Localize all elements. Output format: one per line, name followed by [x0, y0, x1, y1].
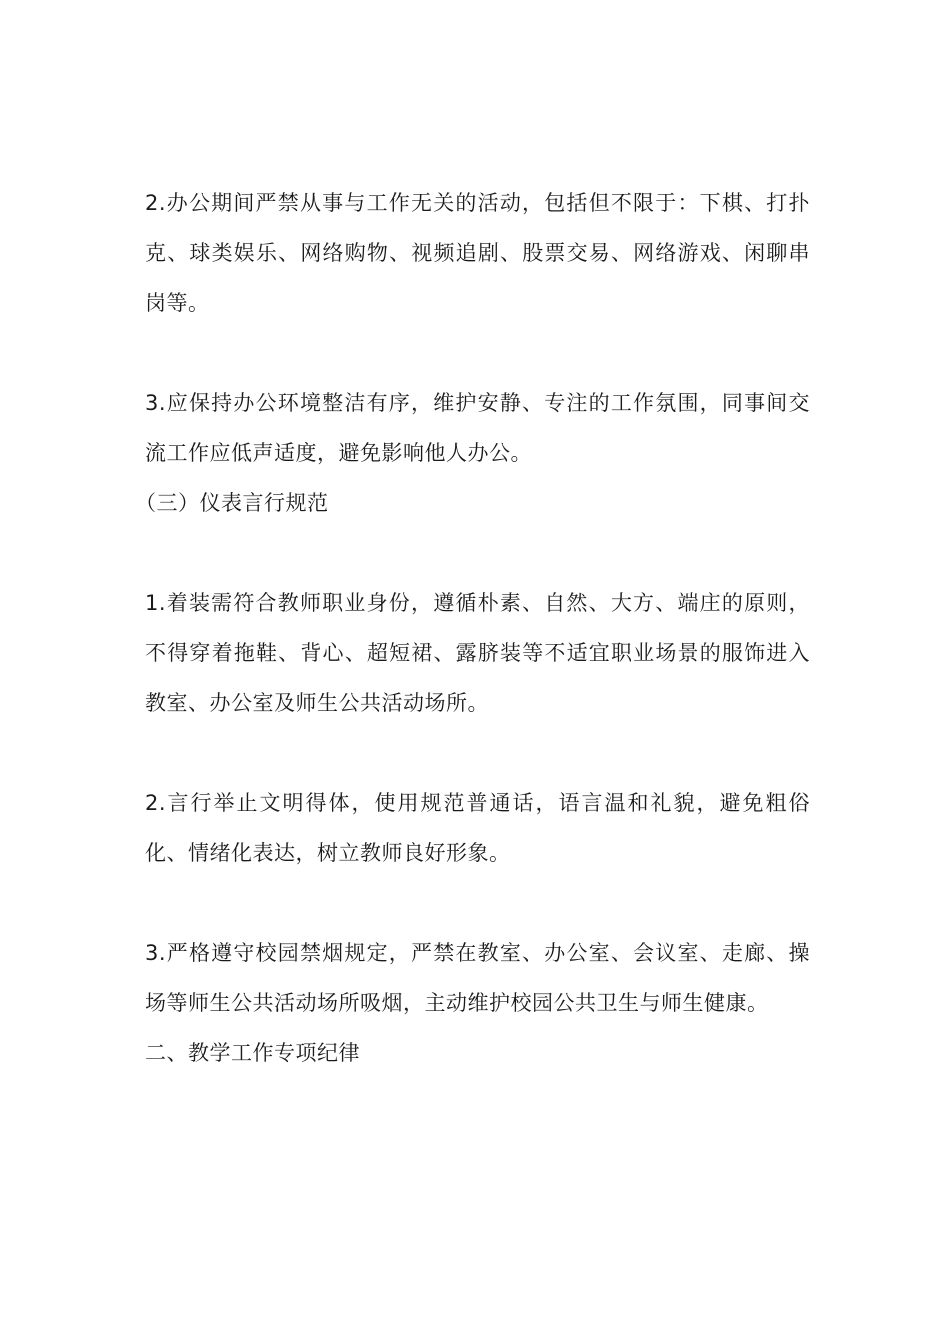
paragraph-speech-conduct: 2.言行举止文明得体，使用规范普通话，语言温和礼貌，避免粗俗化、情绪化表达，树立教师良好形象。	[145, 791, 810, 865]
document-page	[135, 178, 810, 1078]
paragraph-dress-code: 1.着装需符合教师职业身份，遵循朴素、自然、大方、端庄的原则，不得穿着拖鞋、背心、超短裙、露脐装等不适宜职业场景的服饰进入教室、办公室及师生公共活动场所。	[145, 591, 810, 715]
paragraph-office-prohibited-activities: 2.办公期间严禁从事与工作无关的活动，包括但不限于：下棋、打扑克、球类娱乐、网络购物、视频追剧、股票交易、网络游戏、闲聊串岗等。	[145, 191, 810, 315]
paragraph-smoking-ban: 3.严格遵守校园禁烟规定，严禁在教室、办公室、会议室、走廊、操场等师生公共活动场所吸烟，主动维护校园公共卫生与师生健康。	[145, 941, 810, 1015]
section-heading-appearance-conduct: （三）仪表言行规范	[135, 491, 329, 515]
paragraph-office-environment: 3.应保持办公环境整洁有序，维护安静、专注的工作氛围，同事间交流工作应低声适度，避免影响他人办公。	[145, 391, 810, 465]
chapter-heading-teaching-discipline: 二、教学工作专项纪律	[145, 1041, 360, 1065]
